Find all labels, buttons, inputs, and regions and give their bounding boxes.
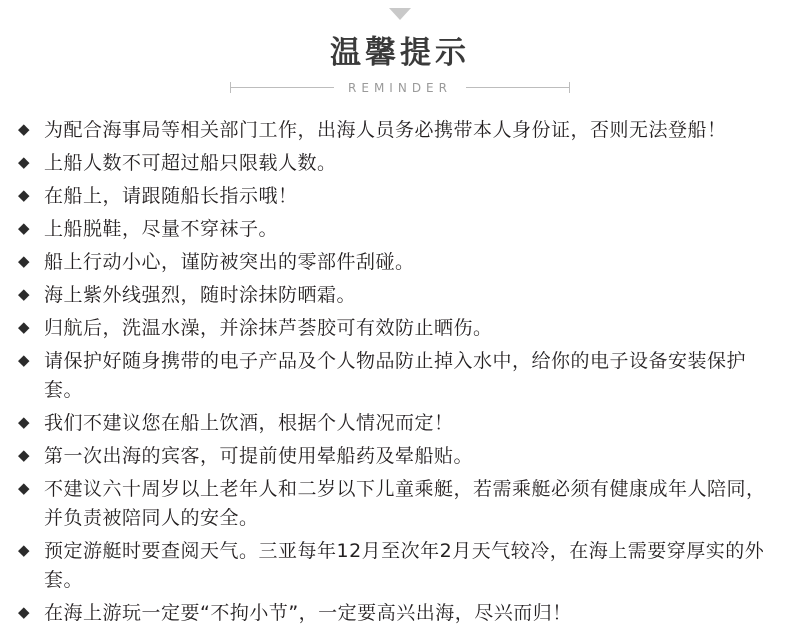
list-item-text: 第一次出海的宾客，可提前使用晕船药及晕船贴。 [44, 445, 474, 468]
diamond-bullet-icon: ◆ [18, 153, 30, 172]
list-item-text: 不建议六十周岁以上老年人和二岁以下儿童乘艇，若需乘艇必须有健康成年人陪同，并负责被陪同人的安全。 [44, 478, 766, 530]
diamond-bullet-icon: ◆ [18, 318, 30, 337]
diamond-bullet-icon: ◆ [18, 285, 30, 304]
page-title: 温馨提示 [330, 35, 470, 71]
list-item-text: 我们不建议您在船上饮酒，根据个人情况而定！ [44, 412, 454, 435]
list-item-text: 预定游艇时要查阅天气。三亚每年12月至次年2月天气较冷，在海上需要穿厚实的外套。 [44, 540, 765, 592]
list-item [18, 347, 774, 405]
diamond-bullet-icon: ◆ [18, 603, 30, 622]
list-item-text: 在船上，请跟随船长指示哦！ [44, 185, 298, 208]
page-header [0, 0, 800, 94]
diamond-bullet-icon: ◆ [18, 120, 30, 139]
list-item-text: 上船人数不可超过船只限载人数。 [44, 152, 337, 175]
list-item [18, 599, 774, 628]
diamond-bullet-icon: ◆ [18, 541, 30, 560]
list-item [18, 182, 774, 211]
list-item-text: 在海上游玩一定要“不拘小节”，一定要高兴出海，尽兴而归！ [44, 602, 572, 625]
list-item-text: 请保护好随身携带的电子产品及个人物品防止掉入水中，给你的电子设备安装保护套。 [44, 350, 747, 402]
diamond-bullet-icon: ◆ [18, 186, 30, 205]
list-item-text: 上船脱鞋，尽量不穿袜子。 [44, 218, 279, 241]
list-item [18, 442, 774, 471]
list-item [18, 116, 774, 145]
page-subtitle: REMINDER [348, 81, 452, 96]
list-item [18, 537, 774, 595]
diamond-bullet-icon: ◆ [18, 446, 30, 465]
list-item [18, 475, 774, 533]
list-item [18, 149, 774, 178]
list-item [18, 248, 774, 277]
diamond-bullet-icon: ◆ [18, 219, 30, 238]
list-item [18, 314, 774, 343]
diamond-bullet-icon: ◆ [18, 252, 30, 271]
diamond-bullet-icon: ◆ [18, 479, 30, 498]
list-item [18, 409, 774, 438]
diamond-bullet-icon: ◆ [18, 413, 30, 432]
list-item-text: 船上行动小心，谨防被突出的零部件刮碰。 [44, 251, 415, 274]
list-item-text: 海上紫外线强烈，随时涂抹防晒霜。 [44, 284, 357, 307]
divider-right [466, 87, 570, 88]
list-item-text: 归航后，洗温水澡，并涂抹芦荟胶可有效防止晒伤。 [44, 317, 493, 340]
divider-left [230, 87, 334, 88]
diamond-bullet-icon: ◆ [18, 351, 30, 370]
list-item [18, 281, 774, 310]
subtitle-row [230, 80, 570, 94]
list-item [18, 215, 774, 244]
list-item-text: 为配合海事局等相关部门工作，出海人员务必携带本人身份证，否则无法登船！ [44, 119, 727, 142]
triangle-down-icon [389, 8, 411, 20]
reminder-list [0, 116, 800, 628]
